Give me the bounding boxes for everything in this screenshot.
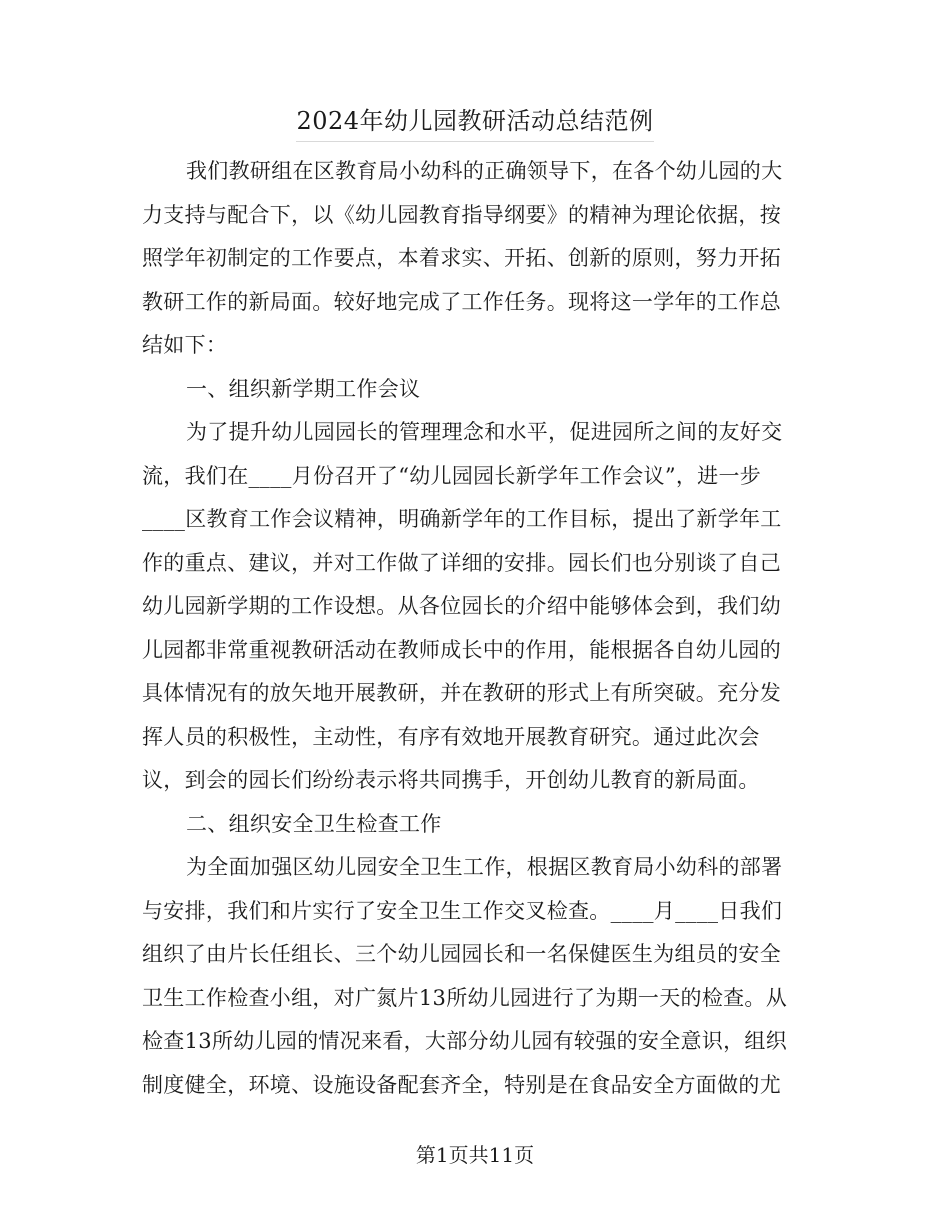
document-body — [142, 150, 806, 1107]
section-heading: 一、组织新学期工作会议 — [186, 376, 421, 401]
text-line: 照学年初制定的工作要点，本着求实、开拓、创新的原则，努力开拓 — [142, 246, 781, 270]
text-line: 检查13所幼儿园的情况来看，大部分幼儿园有较强的安全意识，组织 — [142, 1029, 788, 1053]
text-line: 具体情况有的放矢地开展教研，并在教研的形式上有所突破。充分发 — [142, 681, 781, 705]
text-line: 力支持与配合下，以《幼儿园教育指导纲要》的精神为理论依据，按 — [142, 202, 781, 227]
section-heading: 二、组织安全卫生检查工作 — [186, 811, 442, 836]
text-line: 儿园都非常重视教研活动在教师成长中的作用，能根据各自幼儿园的 — [142, 637, 781, 662]
text-line: 我们教研组在区教育局小幼科的正确领导下，在各个幼儿园的大 — [186, 159, 783, 183]
text-line: 教研工作的新局面。较好地完成了工作任务。现将这一学年的工作总 — [142, 289, 781, 314]
text-line: 幼儿园新学期的工作设想。从各位园长的介绍中能够体会到，我们幼 — [142, 594, 781, 618]
text-line: 卫生工作检查小组，对广氮片13所幼儿园进行了为期一天的检查。从 — [142, 985, 788, 1010]
text-line: 挥人员的积极性，主动性，有序有效地开展教育研究。通过此次会 — [142, 724, 760, 749]
text-line: 为了提升幼儿园园长的管理理念和水平，促进园所之间的友好交 — [186, 420, 783, 444]
text-line: 制度健全，环境、设施设备配套齐全，特别是在食品安全方面做的尤 — [142, 1072, 781, 1097]
text-line: 作的重点、建议，并对工作做了详细的安排。园长们也分别谈了自己 — [142, 550, 781, 575]
page-number-footer: 第1页共11页 — [415, 1143, 535, 1167]
text-line: 为全面加强区幼儿园安全卫生工作，根据区教育局小幼科的部署 — [186, 855, 783, 879]
text-line: 与安排，我们和片实行了安全卫生工作交叉检查。____月____日我们 — [142, 898, 783, 923]
document-title: 2024年幼儿园教研活动总结范例 — [296, 107, 654, 135]
title-underline — [296, 141, 654, 142]
text-line: 组织了由片长任组长、三个幼儿园园长和一名保健医生为组员的安全 — [142, 942, 781, 966]
text-line: 议，到会的园长们纷纷表示将共同携手，开创幼儿教育的新局面。 — [142, 768, 760, 792]
text-line: 结如下： — [142, 333, 228, 357]
text-line: 流，我们在____月份召开了“幼儿园园长新学年工作会议”，进一步 — [142, 463, 762, 488]
text-line: ____区教育工作会议精神，明确新学年的工作目标，提出了新学年工 — [142, 507, 782, 531]
